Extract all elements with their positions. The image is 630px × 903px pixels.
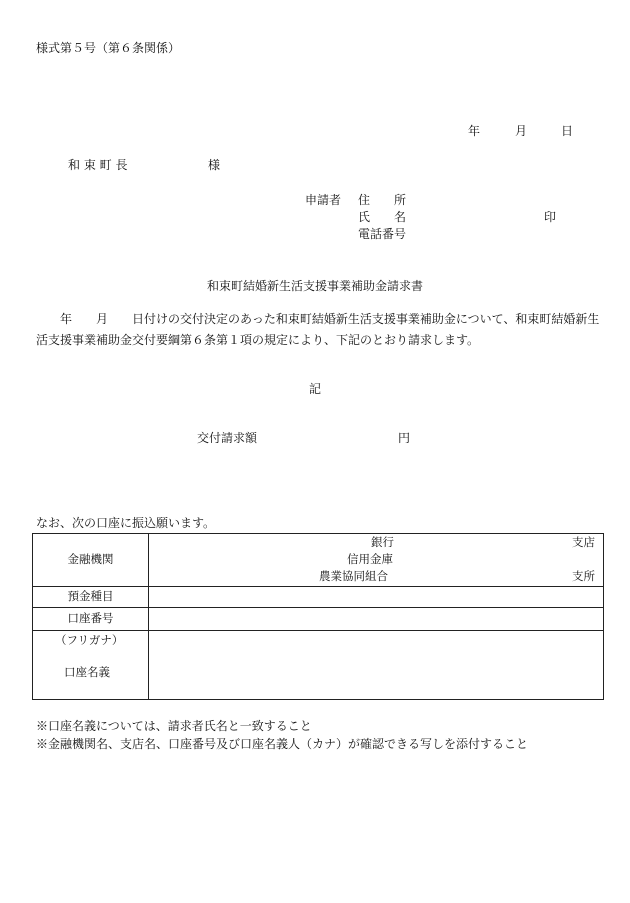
addressee-name: 和 束 町 長 bbox=[68, 158, 128, 172]
addressee-honorific: 様 bbox=[208, 158, 221, 172]
claim-amount-label: 交付請求額 bbox=[197, 431, 258, 445]
table-row bbox=[33, 608, 604, 631]
deposit-type-label: 預金種目 bbox=[33, 587, 149, 608]
applicant-name-label: 氏 名 bbox=[358, 210, 407, 224]
document-title: 和束町結婚新生活支援事業補助金請求書 bbox=[206, 279, 423, 293]
account-name-value[interactable] bbox=[149, 631, 604, 700]
bank-account-table bbox=[32, 533, 604, 700]
note-attachment: ※金融機関名、支店名、口座番号及び口座名義人（カナ）が確認できる写しを添付すること bbox=[36, 737, 529, 751]
applicant-address-label: 住 所 bbox=[358, 193, 407, 207]
account-number-value[interactable] bbox=[149, 608, 604, 631]
account-name-label-cell bbox=[33, 631, 149, 700]
date-month: 月 bbox=[515, 124, 528, 138]
applicant-label: 申請者 bbox=[305, 193, 342, 207]
note-account-name: ※口座名義については、請求者氏名と一致すること bbox=[36, 719, 312, 733]
applicant-phone-label: 電話番号 bbox=[358, 227, 407, 241]
institution-label: 金融機関 bbox=[33, 534, 149, 587]
account-number-label: 口座番号 bbox=[33, 608, 149, 631]
date-day: 日 bbox=[561, 124, 574, 138]
request-body: 年 月 日付けの交付決定のあった和束町結婚新生活支援事業補助金について、和束町結婚新生活支援事業補助金交付要綱第６条第１項の規定により、下記のとおり請求します。 bbox=[36, 312, 600, 347]
ki-heading: 記 bbox=[308, 382, 321, 396]
institution-value[interactable] bbox=[149, 534, 604, 587]
table-row bbox=[33, 587, 604, 608]
furigana-label: （フリガナ） bbox=[55, 633, 124, 647]
deposit-type-value[interactable] bbox=[149, 587, 604, 608]
bank-text: 銀行 bbox=[371, 535, 394, 549]
claim-amount-unit: 円 bbox=[398, 431, 411, 445]
account-name-label: 口座名義 bbox=[64, 665, 110, 679]
branch-text: 支店 bbox=[572, 535, 595, 549]
table-row bbox=[33, 534, 604, 587]
account-intro: なお、次の口座に振込願います。 bbox=[36, 516, 216, 530]
seal-mark: 印 bbox=[544, 210, 557, 224]
branch-office-text: 支所 bbox=[572, 569, 595, 583]
agri-coop-text: 農業協同組合 bbox=[319, 569, 388, 583]
table-row bbox=[33, 631, 604, 700]
form-number: 様式第５号（第６条関係） bbox=[36, 41, 181, 55]
date-year: 年 bbox=[468, 124, 481, 138]
credit-union-text: 信用金庫 bbox=[347, 552, 393, 566]
